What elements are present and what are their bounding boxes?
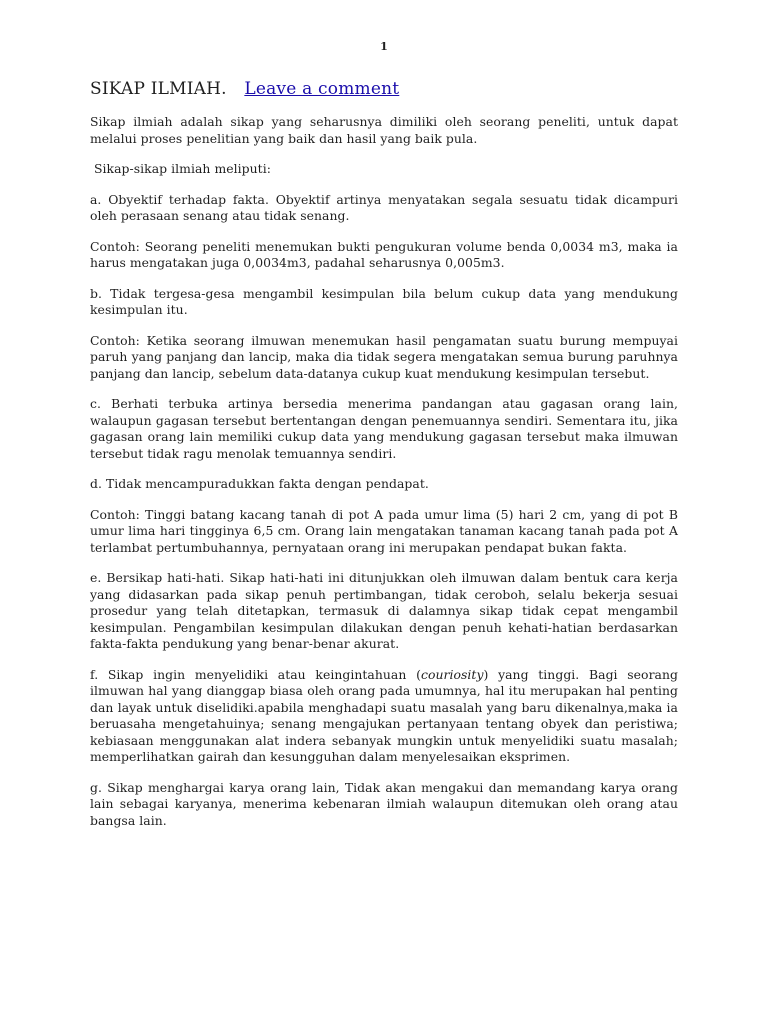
title-line — [90, 79, 678, 99]
paragraph-example-a: Contoh: Seorang peneliti menemukan bukti pengukuran volume benda 0,0034 m3, maka ia harus mengatakan juga 0,0034m3, padahal seharusnya 0,005m3. — [90, 238, 678, 270]
document-title: SIKAP ILMIAH. — [90, 79, 227, 99]
paragraph-example-d: Contoh: Tinggi batang kacang tanah di pot A pada umur lima (5) hari 2 cm, yang di pot B umur lima hari tingginya 6,5 cm. Orang lain mengatakan tanaman kacang tanah pada pot A terlambat pertumbuhannya, pernyataan orang ini merupakan pendapat bukan fakta. — [90, 506, 678, 555]
document-page — [90, 40, 678, 829]
paragraph-example-b: Contoh: Ketika seorang ilmuwan menemukan hasil pengamatan suatu burung mempuyai paruh yang panjang dan lancip, maka dia tidak segera mengatakan semua burung paruhnya panjang dan lancip, sebelum data-datanya cukup kuat mendukung kesimpulan tersebut. — [90, 332, 678, 381]
paragraph-point-d: d. Tidak mencampuradukkan fakta dengan pendapat. — [90, 476, 429, 491]
paragraph-list-heading: Sikap-sikap ilmiah meliputi: — [94, 161, 271, 176]
paragraph-intro: Sikap ilmiah adalah sikap yang seharusnya dimiliki oleh seorang peneliti, untuk dapat melalui proses penelitian yang baik dan hasil yang baik pula. — [90, 114, 678, 146]
italic-term: couriosity — [420, 666, 484, 682]
paragraph-point-e: e. Bersikap hati-hati. Sikap hati-hati ini ditunjukkan oleh ilmuwan dalam bentuk cara kerja yang didasarkan pada sikap penuh pertimbangan, tidak ceroboh, selalu bekerja sesuai prosedur yang telah ditetapkan, termasuk di dalamnya sikap tidak cepat mengambil kesimpulan. Pengambilan kesimpulan dilakukan dengan penuh kehati-hatian berdasarkan fakta-fakta pendukung yang benar-benar akurat. — [90, 570, 678, 651]
paragraph-point-g: g. Sikap menghargai karya orang lain, Tidak akan mengakui dan memandang karya orang lain sebagai karyanya, menerima kebenaran ilmiah walaupun ditemukan oleh orang atau bangsa lain. — [90, 779, 678, 828]
paragraph-point-a: a. Obyektif terhadap fakta. Obyektif artinya menyatakan segala sesuatu tidak dicampuri oleh perasaan senang atau tidak senang. — [90, 191, 678, 223]
paragraph-point-c: c. Berhati terbuka artinya bersedia menerima pandangan atau gagasan orang lain, walaupun gagasan tersebut bertentangan dengan penemuannya sendiri. Sementara itu, jika gagasan orang lain memiliki cukup data yang mendukung gagasan tersebut maka ilmuwan tersebut tidak ragu menolak temuannya sendiri. — [90, 396, 678, 461]
paragraph-point-f: f. Sikap ingin menyelidiki atau keingintahuan (couriosity) yang tinggi. Bagi seorang ilmuwan hal yang dianggap biasa oleh orang pada umumnya, hal itu merupakan hal penting dan layak untuk diselidiki.apabila menghadapi suatu masalah yang baru dikenalnya,maka ia beruasaha mengetahuinya; senang mengajukan pertanyaan tentang obyek dan peristiwa; kebiasaan menggunakan alat indera sebanyak mungkin untuk menyelidiki suatu masalah; memperlihatkan gairah dan kesungguhan dalam menyelesaikan eksprimen. — [90, 666, 678, 764]
leave-comment-link[interactable]: Leave a comment — [244, 79, 400, 99]
paragraph-point-b: b. Tidak tergesa-gesa mengambil kesimpulan bila belum cukup data yang mendukung kesimpulan itu. — [90, 285, 678, 317]
page-number: 1 — [380, 40, 388, 53]
